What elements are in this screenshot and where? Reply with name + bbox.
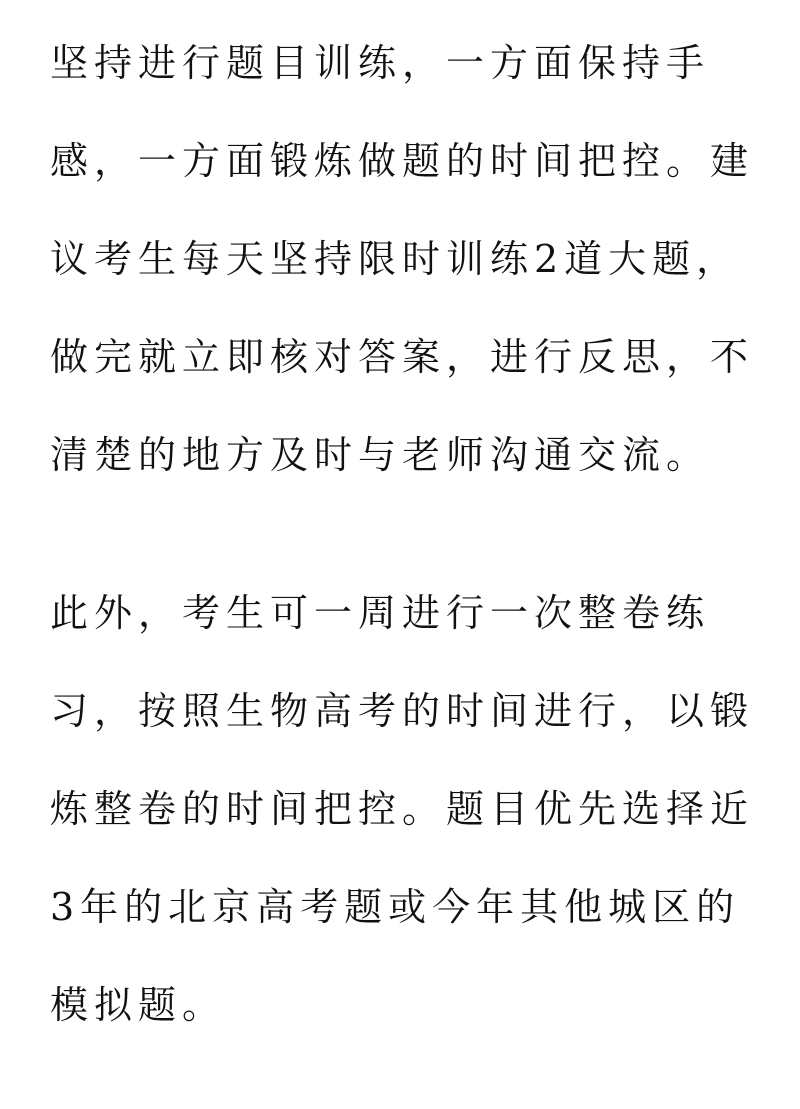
text-line: 炼整卷的时间把控。题目优先选择近 bbox=[50, 787, 755, 831]
text-line: 此外，考生可一周进行一次整卷练 bbox=[50, 591, 711, 635]
text-line: 清楚的地方及时与老师沟通交流。 bbox=[50, 433, 711, 477]
paragraph-full-exam-practice bbox=[50, 564, 770, 1054]
text-line: 感，一方面锻炼做题的时间把控。建 bbox=[50, 139, 755, 183]
text-line: 坚持进行题目训练，一方面保持手 bbox=[50, 41, 711, 85]
text-line: 3年的北京高考题或今年其他城区的 bbox=[50, 885, 741, 929]
text-line: 议考生每天坚持限时训练2道大题， bbox=[50, 237, 741, 281]
text-line: 习，按照生物高考的时间进行，以锻 bbox=[50, 689, 755, 733]
paragraph-practice-training bbox=[50, 14, 770, 504]
text-line: 模拟题。 bbox=[50, 983, 227, 1027]
text-line: 做完就立即核对答案，进行反思，不 bbox=[50, 335, 755, 379]
